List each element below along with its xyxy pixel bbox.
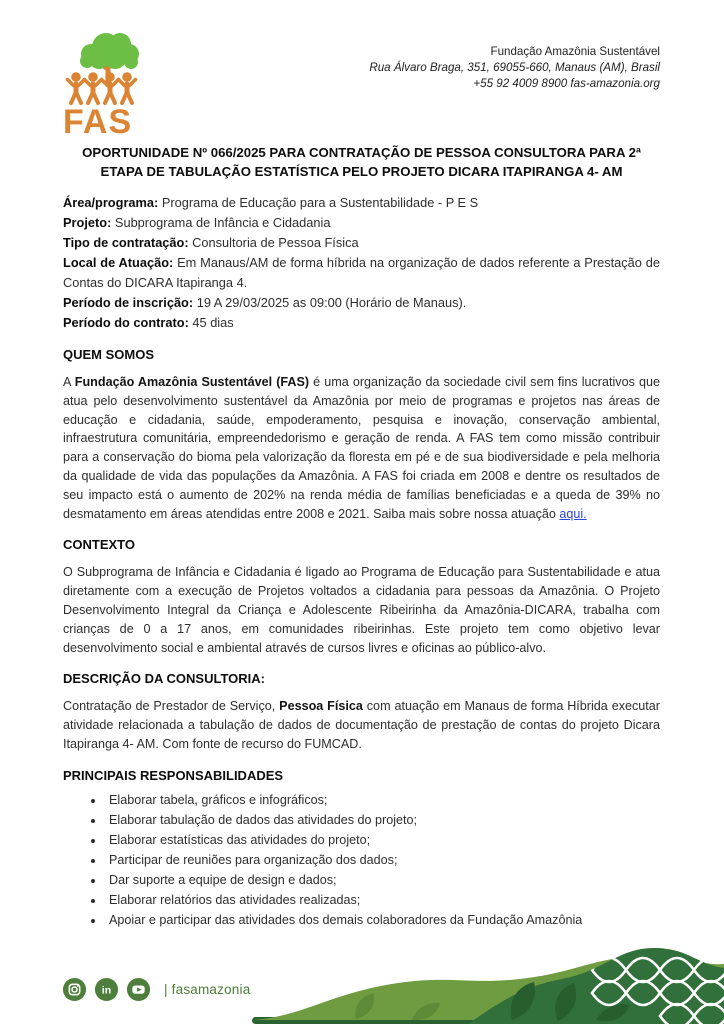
paragraph-quem-somos xyxy=(63,373,660,523)
org-address xyxy=(369,44,660,92)
people-icon xyxy=(68,72,136,103)
info-label: Área/programa: xyxy=(63,195,159,210)
info-label: Tipo de contratação: xyxy=(63,235,189,250)
info-row-local xyxy=(63,253,660,293)
linkedin-icon[interactable] xyxy=(94,977,119,1002)
fas-logo xyxy=(63,28,185,138)
info-value: Subprograma de Infância e Cidadania xyxy=(111,215,331,230)
instagram-icon[interactable] xyxy=(62,977,87,1002)
svg-text:in: in xyxy=(101,984,112,997)
social-handle[interactable]: | fasamazonia xyxy=(164,982,251,997)
youtube-icon[interactable] xyxy=(126,977,151,1002)
fas-wordmark: FAS xyxy=(63,103,133,138)
list-item: • Elaborar tabela, gráficos e infográficos; xyxy=(105,790,660,810)
info-row-tipo xyxy=(63,233,660,253)
social-row xyxy=(62,977,250,1002)
heading-responsabilidades: PRINCIPAIS RESPONSABILIDADES xyxy=(63,767,284,783)
list-item: • Apoiar e participar das atividades dos demais colaboradores da Fundação Amazônia xyxy=(105,910,660,930)
list-item: • Elaborar relatórios das atividades realizadas; xyxy=(105,890,660,910)
list-item: • Participar de reuniões para organização dos dados; xyxy=(105,850,660,870)
info-value: Consultoria de Pessoa Física xyxy=(188,235,359,250)
info-label: Local de Atuação: xyxy=(63,255,174,270)
list-item: • Elaborar estatísticas das atividades do projeto; xyxy=(105,830,660,850)
fas-logo-icon xyxy=(63,28,185,138)
org-street: Rua Álvaro Braga, 351, 69055-660, Manaus (AM), Brasil xyxy=(369,61,660,74)
info-value: Programa de Educação para a Sustentabilidade - P E S xyxy=(158,195,479,210)
org-name: Fundação Amazônia Sustentável xyxy=(490,45,660,58)
info-value: Em Manaus/AM de forma híbrida na organização de dados referente a Prestação de Contas do DICARA Itapiranga 4. xyxy=(63,255,660,290)
header xyxy=(63,28,660,138)
paragraph-contexto: O Subprograma de Infância e Cidadania é ligado ao Programa de Educação para Sustentabilidade e atua diretamente com a execução de Projetos voltados a cidadania para pessoas da Amazônia. O Projeto Desenvolvimento Integral da Criança e Adolescente Ribeirinha da Amazônia-DICARA, trabalha com crianças de 0 a 17 anos, em comunidades ribeirinhas. Este projeto tem como objetivo levar desenvolvimento social e ambiental através de cursos livres e oficinas ao público-alvo. xyxy=(63,565,660,655)
text-segment: Contratação de Prestador de Serviço, xyxy=(63,699,280,714)
info-row-projeto xyxy=(63,213,660,233)
wave-lattice-pattern xyxy=(592,958,724,1024)
text-segment: A xyxy=(63,375,75,389)
paragraph-descricao xyxy=(63,697,660,753)
info-label: Período de inscrição: xyxy=(63,295,194,310)
info-value: 45 dias xyxy=(188,315,234,330)
info-label: Período do contrato: xyxy=(63,315,189,330)
text-segment: com atuação em Manaus de forma Híbrida executar atividade relacionada a tabulação de dados de documentação de prestação de contas do projeto Dicara Itapiranga 4- AM. Com fonte de recurso do FUMCAD. xyxy=(63,699,660,751)
list-item: • Dar suporte a equipe de design e dados; xyxy=(105,870,660,890)
org-contact: +55 92 4009 8900 fas-amazonia.org xyxy=(473,77,660,90)
heading-descricao: DESCRIÇÃO DA CONSULTORIA: xyxy=(63,671,265,687)
info-row-inscricao xyxy=(63,293,660,313)
info-value: 19 A 29/03/2025 as 09:00 (Horário de Manaus). xyxy=(193,295,467,310)
heading-quem-somos: QUEM SOMOS xyxy=(63,347,155,362)
green-wave-graphic xyxy=(0,920,724,1024)
info-label: Projeto: xyxy=(63,215,112,230)
responsibilities-list xyxy=(63,790,660,930)
info-row-area xyxy=(63,193,660,213)
text-segment-bold: Fundação Amazônia Sustentável (FAS) xyxy=(74,375,310,389)
document-title: OPORTUNIDADE Nº 066/2025 PARA CONTRATAÇÃO DE PESSOA CONSULTORA PARA 2ª ETAPA DE TABULAÇÃO ESTATÍSTICA PELO PROJETO DICARA ITAPIRANGA 4- AM xyxy=(82,145,641,179)
saiba-mais-link[interactable]: aqui. xyxy=(559,506,587,521)
list-item: • Elaborar tabulação de dados das atividades do projeto; xyxy=(105,810,660,830)
text-segment-bold: Pessoa Física xyxy=(279,699,363,714)
footer xyxy=(0,920,724,1024)
heading-contexto: CONTEXTO xyxy=(63,537,135,553)
info-block xyxy=(63,193,660,333)
info-row-contrato xyxy=(63,313,660,333)
tree-canopy-icon xyxy=(80,33,139,69)
text-segment: é uma organização da sociedade civil sem fins lucrativos que atua pelo desenvolvimento sustentável da Amazônia por meio de programas e projetos nas áreas de educação e cidadania, saúde, empoderamento, pesquisa e inovação, conservação ambiental, infraestrutura comunitária, empreendedorismo e geração de renda. A FAS tem como missão contribuir para a conservação do bioma pela valorização da floresta em pé e de sua biodiversidade e pela melhoria da qualidade de vida das populações da Amazônia. A FAS foi criada em 2008 e dentre os resultados de seu impacto está o aumento de 202% na renda média de famílias beneficiadas e a queda de 39% no desmatamento em áreas atendidas entre 2008 e 2021. Saiba mais sobre nossa atuação xyxy=(63,375,660,521)
